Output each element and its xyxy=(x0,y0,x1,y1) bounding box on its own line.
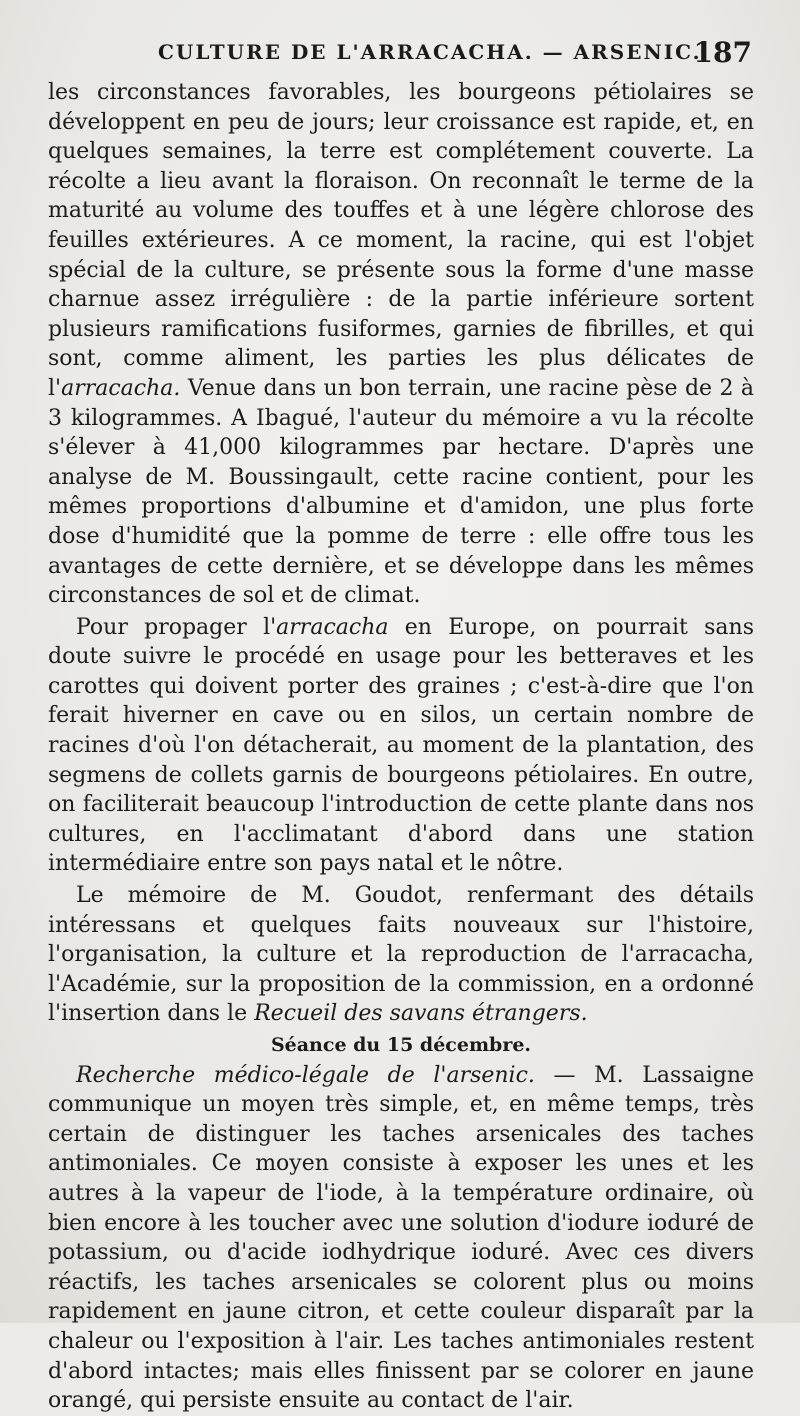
italic-heading: Recherche médico-légale de l'arsenic. xyxy=(76,1062,535,1088)
paragraph-goudot-memoir xyxy=(48,881,754,1029)
italic-title: Recueil des savans étrangers. xyxy=(254,1001,588,1027)
italic-term: arracacha xyxy=(276,614,389,640)
page-number: 187 xyxy=(693,36,752,69)
page-header xyxy=(48,36,752,72)
italic-term: arracacha. xyxy=(61,375,181,401)
paragraph-propagation xyxy=(48,613,754,879)
paragraph-text: en Europe, on pourrait sans doute suivre le procédé en usage pour les betteraves et les carottes qui doivent porter des graines ; c'est-à-dire que l'on ferait hiverner en cave ou en silos, un certain nombre de racines d'où l'on détacherait, au moment de la plantation, des segmens de collets garnis de bourgeons pétiolaires. En outre, on faciliterait beaucoup l'introduction de cette plante dans nos cultures, en l'acclimatant d'abord dans une station intermédiaire entre son pays natal et le nôtre. xyxy=(48,614,755,877)
paragraph-text: Venue dans un bon terrain, une racine pèse de 2 à 3 kilogrammes. A Ibagué, l'auteur du mémoire a vu la récolte s'élever à 41,000 kilogrammes par hectare. D'après une analyse de M. Boussingault, cette racine contient, pour les mêmes proportions d'albumine et d'amidon, une plus forte dose d'humidité que la pomme de terre : elle offre tous les avantages de cette dernière, et se développe dans les mêmes circonstances de sol et de climat. xyxy=(48,375,754,609)
paragraph-text: les circonstances favorables, les bourgeons pétiolaires se développent en peu de jours; leur croissance est rapide, et, en quelques semaines, la terre est complétement couverte. La récolte a lieu avant la floraison. On reconnaît le terme de la maturité au volume des touffes et à une légère chlorose des feuilles extérieures. A ce moment, la racine, qui est l'objet spécial de la culture, se présente sous la forme d'une masse charnue assez irrégulière : de la partie inférieure sortent plusieurs ramifications fusiformes, garnies de fibrilles, et qui sont, comme aliment, les parties les plus délicates de l' xyxy=(48,80,754,401)
paragraph-arsenic xyxy=(48,1061,754,1416)
paragraph-text: Le mémoire de M. Goudot, renfermant des détails intéressans et quelques faits nouveaux sur l'histoire, l'organisation, la culture et la reproduction de l'arracacha, l'Académie, sur la proposition de la commission, en a ordonné l'insertion dans le xyxy=(48,883,754,1027)
paragraph-text: — M. Lassaigne communique un moyen très simple, et, en même temps, très certain de distinguer les taches arsenicales des taches antimoniales. Ce moyen consiste à exposer les unes et les autres à la vapeur de l'iode, à la température ordinaire, où bien encore à les toucher avec une solution d'iodure ioduré de potassium, ou d'acide iodhydrique ioduré. Avec ces divers réactifs, les taches arsenicales se colorent plus ou moins rapidement en jaune citron, et cette couleur disparaît par la chaleur ou l'exposition à l'air. Les taches antimoniales restent d'abord intactes; mais elles finissent par se colorer en jaune orangé, qui persiste ensuite au contact de l'air. xyxy=(48,1062,755,1414)
body-text xyxy=(48,78,754,1416)
paragraph-text: Pour propager l' xyxy=(76,614,277,640)
running-title: CULTURE DE L'ARRACACHA. — ARSENIC. xyxy=(158,40,702,64)
paragraph-arracacha-harvest xyxy=(48,78,754,611)
session-heading: Séance du 15 décembre. xyxy=(270,1034,532,1056)
